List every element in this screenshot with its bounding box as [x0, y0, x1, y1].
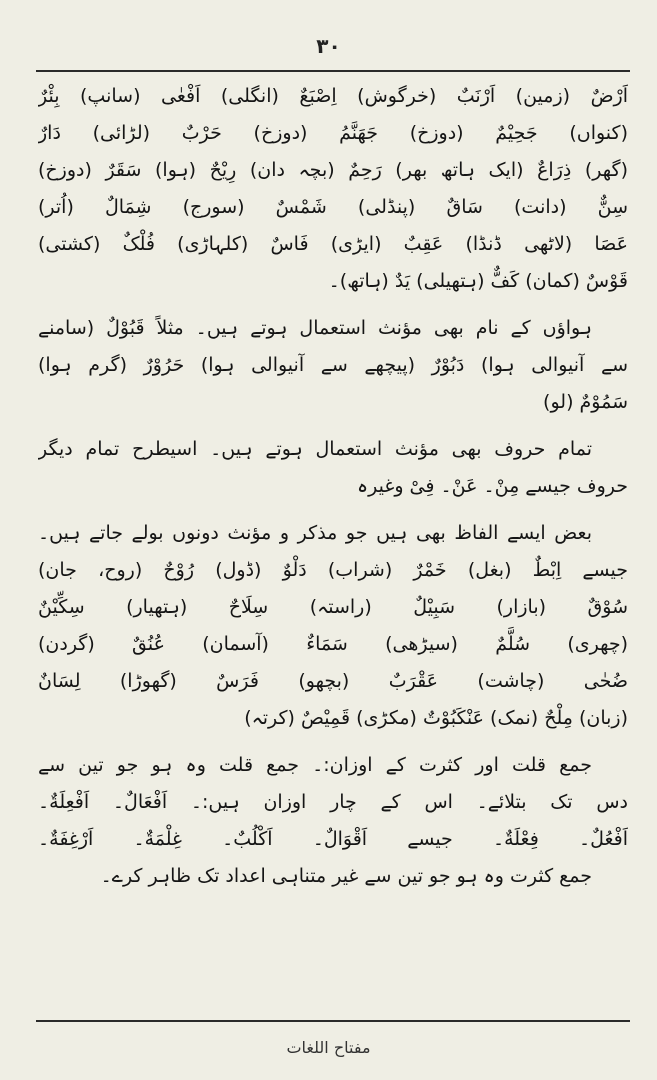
paragraph-winds — [38, 310, 628, 421]
text-line: اَفْعُلٌ۔ فِعْلَةٌ۔ جیسے اَقْوَالٌ۔ اَکْلُبٌ۔ غِلْمَةٌ۔ اَرْغِفَةٌ۔ — [38, 828, 628, 850]
paragraph-common-gender — [38, 515, 628, 737]
text-line: جمع کثرت وہ ہو جو تین سے غیر متناہی اعداد تک ظاہر کرے۔ — [100, 865, 592, 887]
text-line: دس تک بتلائے۔ اس کے چار اوزان ہیں:۔ اَفْعَالٌ۔ اَفْعِلَةٌ۔ — [38, 791, 628, 813]
page-number: ۳۰ — [316, 34, 341, 58]
text-line: تمام حروف بھی مؤنث استعمال ہوتے ہیں۔ اسیطرح تمام دیگر — [38, 438, 592, 460]
text-line: سے آنیوالی ہوا) دَبُوْرٌ (پیچھے سے آنیوالی ہوا) حَرُوْرٌ (گرم ہوا) — [38, 354, 628, 376]
text-line: سَمُوْمٌ (لو) — [543, 391, 628, 413]
text-line: عَصَا (لاٹھی ڈنڈا) عَقِبٌ (ایڑی) فَاسٌ (کلہاڑی) فُلْکٌ (کشتی) — [38, 233, 628, 255]
text-line: ضُحٰی (چاشت) عَقْرَبٌ (بچھو) فَرَسٌ (گھوڑا) لِسَانٌ — [38, 670, 628, 692]
top-rule — [36, 70, 630, 72]
text-line: جیسے اِبْطٌ (بغل) خَمْرٌ (شراب) دَلْوٌ (ڈول) رُوْحٌ (روح، جان) — [38, 559, 628, 581]
text-line: حروف جیسے مِنْ۔ عَنْ۔ فِیْ وغیرہ — [357, 475, 628, 497]
text-line: اَرْضٌ (زمین) اَرْنَبٌ (خرگوش) اِصْبَعٌ (انگلی) اَفْعٰی (سانپ) بِئْرٌ — [38, 85, 628, 107]
text-line: ہواؤں کے نام بھی مؤنث استعمال ہوتے ہیں۔ مثلاً قَبُوْلٌ (سامنے — [38, 317, 592, 339]
text-line: (کنواں) جَحِیْمٌ (دوزخ) جَهَنَّمُ (دوزخ) حَرْبٌ (لڑائی) دَارٌ — [38, 122, 628, 144]
bottom-rule — [36, 1020, 630, 1022]
paragraph-plural-patterns — [38, 747, 628, 895]
text-line: (چھری) سُلَّمٌ (سیڑھی) سَمَاءٌ (آسمان) عُنُقٌ (گردن) — [38, 633, 628, 655]
page-body — [38, 78, 628, 1010]
text-line: (گھر) ذِرَاعٌ (ایک ہاتھ بھر) رَحِمٌ (بچہ دان) رِیْحٌ (ہوا) سَقَرٌ (دوزخ) — [38, 159, 628, 181]
paragraph-feminine-nouns — [38, 78, 628, 300]
paragraph-particles — [38, 431, 628, 505]
text-line: جمع قلت اور کثرت کے اوزان:۔ جمع قلت وہ ہو جو تین سے — [38, 754, 592, 776]
book-title-footer: مفتاح اللغات — [286, 1038, 371, 1057]
text-line: سُوْقٌ (بازار) سَبِیْلٌ (راستہ) سِلَاحٌ (ہتھیار) سِکِّیْنٌ — [38, 596, 628, 618]
text-line: بعض ایسے الفاظ بھی ہیں جو مذکر و مؤنث دونوں بولے جاتے ہیں۔ — [38, 522, 592, 544]
text-line: (زبان) مِلْحٌ (نمک) عَنْکَبُوْتٌ (مکڑی) قَمِیْصٌ (کرتہ) — [244, 707, 628, 729]
text-line: قَوْسٌ (کمان) کَفٌّ (ہتھیلی) یَدٌ (ہاتھ)۔ — [328, 270, 628, 292]
text-line: سِنٌّ (دانت) سَاقٌ (پنڈلی) شَمْسٌ (سورج) شِمَالٌ (اُتر) — [38, 196, 628, 218]
